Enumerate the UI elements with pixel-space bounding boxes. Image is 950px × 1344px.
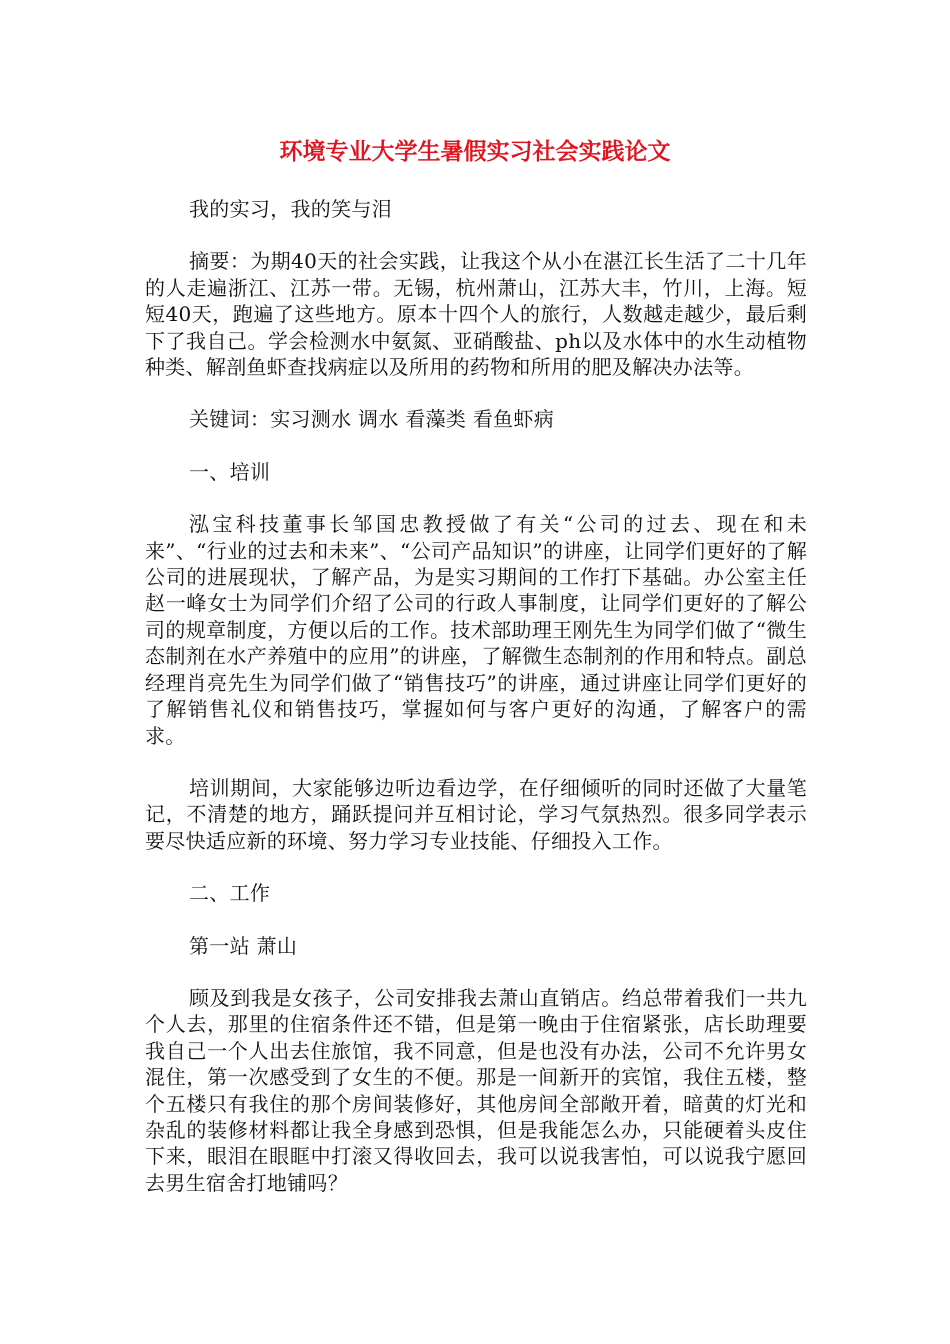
training-period-paragraph: 培训期间，大家能够边听边看边学，在仔细倾听的同时还做了大量笔记，不清楚的地方，踊跃提问并互相讨论，学习气氛热烈。很多同学表示要尽快适应新的环境、努力学习专业技能、仔细投入工作。 [145,775,807,853]
first-stop-heading: 第一站 萧山 [189,933,298,958]
section-heading-training: 一、培训 [189,459,271,484]
document-title: 环境专业大学生暑假实习社会实践论文 [279,139,671,165]
section-heading-work: 二、工作 [189,881,271,906]
abstract-paragraph: 摘要：为期40天的社会实践，让我这个从小在湛江长生活了二十几年的人走遍浙江、江苏一带。无锡，杭州萧山，江苏大丰，竹川，上海。短短40天，跑遍了这些地方。原本十四个人的旅行，人数越走越少，最后剩下了我自己。学会检测水中氨氮、亚硝酸盐、ph以及水体中的水生动植物种类、解剖鱼虾查找病症以及所用的药物和所用的肥及解决办法等。 [145,249,807,380]
document-body [145,196,807,1196]
training-paragraph: 泓宝科技董事长邹国忠教授做了有关“公司的过去、现在和未来”、“行业的过去和未来”、“公司产品知识”的讲座，让同学们更好的了解公司的进展现状，了解产品，为是实习期间的工作打下基础。办公室主任赵一峰女士为同学们介绍了公司的行政人事制度，让同学们更好的了解公司的规章制度，方便以后的工作。技术部助理王刚先生为同学们做了“微生态制剂在水产养殖中的应用”的讲座，了解微生态制剂的作用和特点。副总经理肖亮先生为同学们做了“销售技巧”的讲座，通过讲座让同学们更好的了解销售礼仪和销售技巧，掌握如何与客户更好的沟通，了解客户的需求。 [145,512,807,748]
keywords-paragraph: 关键词：实习测水 调水 看藻类 看鱼虾病 [189,407,555,432]
first-stop-paragraph: 顾及到我是女孩子，公司安排我去萧山直销店。绉总带着我们一共九个人去，那里的住宿条件还不错，但是第一晚由于住宿紧张，店长助理要我自己一个人出去住旅馆，我不同意，但是也没有办法，公司不允许男女混住，第一次感受到了女生的不便。那是一间新开的宾馆，我住五楼，整个五楼只有我住的那个房间装修好，其他房间全部敞开着，暗黄的灯光和杂乱的装修材料都让我全身感到恐惧，但是我能怎么办，只能硬着头皮住下来，眼泪在眼眶中打滚又得收回去，我可以说我害怕，可以说我宁愿回去男生宿舍打地铺吗？ [145,985,807,1195]
subtitle-paragraph: 我的实习，我的笑与泪 [189,197,392,221]
